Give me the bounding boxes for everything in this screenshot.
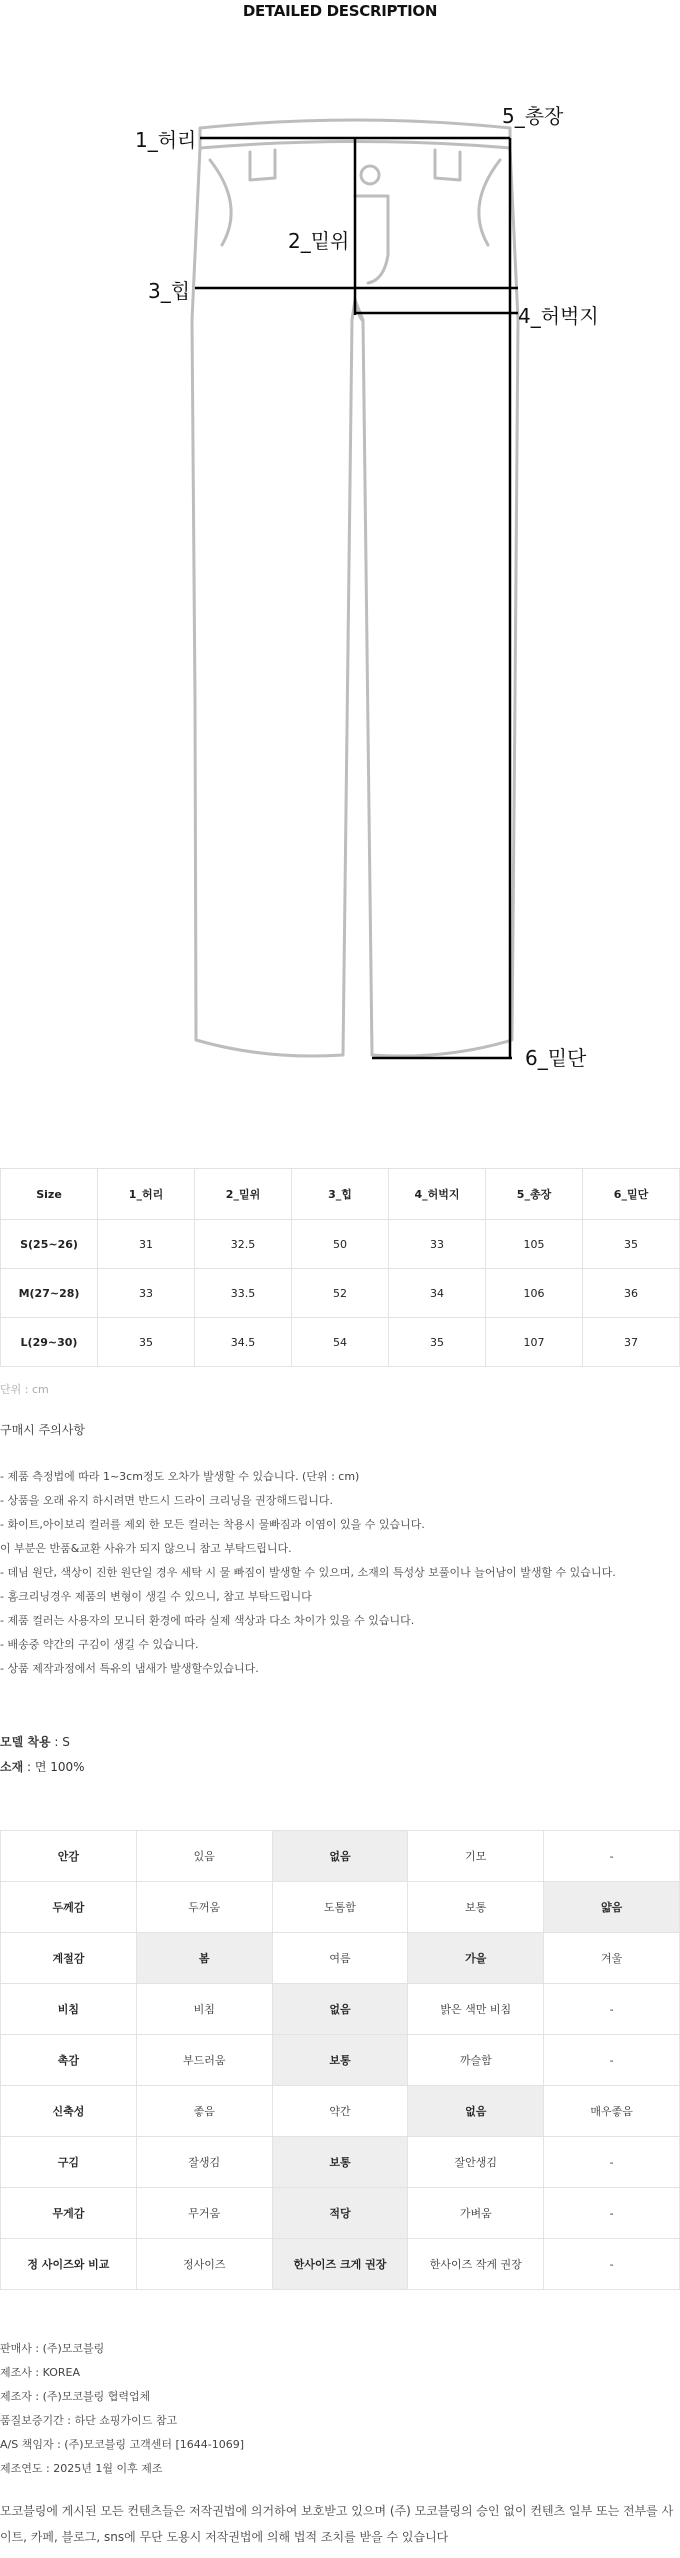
feel-option: 기모 [408,1831,544,1882]
feel-row [1,1984,680,2035]
feel-option-selected: 적당 [272,2188,408,2239]
feel-row-label: 계절감 [1,1933,137,1984]
feel-row-label: 촉감 [1,2035,137,2086]
feel-option-selected: 봄 [136,1933,272,1984]
size-header-cell: 2_밑위 [195,1169,292,1220]
feel-option-selected: 보통 [272,2137,408,2188]
label-thigh: 4_허벅지 [518,304,599,328]
feel-option-selected: 없음 [272,1831,408,1882]
size-cell: 107 [486,1318,583,1367]
info-line: 제조자 : (주)모코블링 협력업체 [0,2390,151,2403]
feel-option-selected: 보통 [272,2035,408,2086]
notice-item: - 상품을 오래 유지 하시려면 반드시 드라이 크리닝을 권장해드립니다. [0,1494,333,1507]
feel-option: - [544,2137,680,2188]
model-info [0,1730,85,1780]
feel-option: 가벼움 [408,2188,544,2239]
feel-option-selected: 가을 [408,1933,544,1984]
feel-option-selected: 없음 [408,2086,544,2137]
notice-item: - 배송중 약간의 구김이 생길 수 있습니다. [0,1638,199,1651]
feel-row-label: 무게감 [1,2188,137,2239]
feel-option: 부드러움 [136,2035,272,2086]
size-unit-note: 단위 : cm [0,1383,49,1396]
feel-row [1,1882,680,1933]
size-header-cell: 6_밑단 [583,1169,680,1220]
size-cell: 34 [389,1269,486,1318]
feel-row [1,1933,680,1984]
material [0,1755,85,1780]
info-line: A/S 책임자 : (주)모코블링 고객센터 [1644-1069] [0,2438,245,2451]
copyright-notice: 모코블링에 게시된 모든 컨텐츠들은 저작권법에 의거하여 보호받고 있으며 (주) 모코블링의 승인 없이 컨텐츠 일부 또는 전부를 사이트, 카페, 블로그, sns에 무단 도용시 저작권법에 의해 법적 조치를 받을 수 있습니다 [0,2504,674,2544]
feel-row [1,2086,680,2137]
feel-row [1,1831,680,1882]
feel-row-label: 비침 [1,1984,137,2035]
model-wear [0,1730,85,1755]
material-value: : 면 100% [23,1760,85,1774]
feel-option: 여름 [272,1933,408,1984]
feel-option: - [544,2035,680,2086]
feel-row [1,2239,680,2290]
size-cell: 34.5 [195,1318,292,1367]
feel-option-selected: 얇음 [544,1882,680,1933]
size-row [1,1318,680,1367]
material-label: 소재 [0,1760,24,1774]
feel-option: 정사이즈 [136,2239,272,2290]
notice-list [0,1467,616,1683]
notice-item: - 홈크리닝경우 제품의 변형이 생길 수 있으니, 참고 부탁드립니다 [0,1590,312,1603]
size-cell: 35 [389,1318,486,1367]
size-cell: M(27~28) [1,1269,98,1318]
pants-measurement-diagram [0,80,680,1100]
feel-row-label: 신축성 [1,2086,137,2137]
feel-row-label: 두께감 [1,1882,137,1933]
fabric-feel-table [0,1830,680,2290]
feel-option: 두꺼움 [136,1882,272,1933]
feel-option: 까슬함 [408,2035,544,2086]
size-table-header [1,1169,680,1220]
label-hip: 3_힙 [148,279,191,303]
size-cell: S(25~26) [1,1220,98,1269]
size-cell: 31 [98,1220,195,1269]
notice-item: - 제품 측정법에 따라 1~3cm정도 오차가 발생할 수 있습니다. (단위 : cm) [0,1470,360,1483]
size-cell: 32.5 [195,1220,292,1269]
feel-option: - [544,2188,680,2239]
feel-row-label: 구김 [1,2137,137,2188]
notice-item: - 데님 원단, 색상이 진한 원단일 경우 세탁 시 물 빠짐이 발생할 수 있으며, 소재의 특성상 보풀이나 늘어남이 발생할 수 있습니다. [0,1566,616,1579]
size-row [1,1269,680,1318]
feel-option-selected: 한사이즈 크게 권장 [272,2239,408,2290]
feel-option: 무거움 [136,2188,272,2239]
product-info [0,2337,244,2481]
size-cell: 35 [583,1220,680,1269]
size-row [1,1220,680,1269]
size-cell: 36 [583,1269,680,1318]
feel-option: 밝은 색만 비침 [408,1984,544,2035]
size-cell: 33.5 [195,1269,292,1318]
label-rise: 2_밑위 [288,229,350,253]
feel-option: 잘안생김 [408,2137,544,2188]
feel-option: 한사이즈 작게 권장 [408,2239,544,2290]
size-header-cell: 1_허리 [98,1169,195,1220]
notice-title: 구매시 주의사항 [0,1423,85,1437]
measurement-lines [195,138,518,1058]
size-header-cell: 3_힙 [292,1169,389,1220]
feel-option: - [544,2239,680,2290]
size-cell: 105 [486,1220,583,1269]
size-cell: 54 [292,1318,389,1367]
feel-option: - [544,1831,680,1882]
notice-item: 이 부분은 반품&교환 사유가 되지 않으니 참고 부탁드립니다. [0,1542,292,1555]
size-cell: 106 [486,1269,583,1318]
size-header-cell: 4_허벅지 [389,1169,486,1220]
feel-row-label: 정 사이즈와 비교 [1,2239,137,2290]
feel-option: 겨울 [544,1933,680,1984]
info-line: 제조연도 : 2025년 1월 이후 제조 [0,2462,163,2475]
size-cell: 50 [292,1220,389,1269]
feel-option: 매우좋음 [544,2086,680,2137]
label-hem: 6_밑단 [525,1046,587,1070]
page-title: DETAILED DESCRIPTION [242,2,438,20]
feel-option-selected: 없음 [272,1984,408,2035]
notice-item: - 제품 컬러는 사용자의 모니터 환경에 따라 실제 색상과 다소 차이가 있을 수 있습니다. [0,1614,415,1627]
model-wear-label: 모델 착용 [0,1735,51,1749]
info-line: 판매사 : (주)모코블링 [0,2342,105,2355]
size-table [0,1168,680,1367]
feel-option: 보통 [408,1882,544,1933]
feel-row-label: 안감 [1,1831,137,1882]
info-line: 품질보증기간 : 하단 쇼핑가이드 참고 [0,2414,178,2427]
size-cell: 37 [583,1318,680,1367]
size-cell: 35 [98,1318,195,1367]
notice-item: - 상품 제작과정에서 특유의 냄새가 발생할수있습니다. [0,1662,259,1675]
size-header-cell: Size [1,1169,98,1220]
size-cell: 33 [98,1269,195,1318]
feel-option: 도톰함 [272,1882,408,1933]
label-waist: 1_허리 [135,128,197,152]
notice-item: - 화이트,아이보리 컬러를 제외 한 모든 컬러는 착용시 물빠짐과 이염이 있을 수 있습니다. [0,1518,425,1531]
label-length: 5_총장 [502,104,564,128]
feel-option: 있음 [136,1831,272,1882]
feel-row [1,2188,680,2239]
feel-option: 좋음 [136,2086,272,2137]
feel-row [1,2035,680,2086]
size-cell: 33 [389,1220,486,1269]
feel-option: - [544,1984,680,2035]
feel-option: 약간 [272,2086,408,2137]
model-wear-value: : S [50,1735,70,1749]
feel-option: 비침 [136,1984,272,2035]
size-cell: 52 [292,1269,389,1318]
feel-option: 잘생김 [136,2137,272,2188]
size-header-cell: 5_총장 [486,1169,583,1220]
info-line: 제조사 : KOREA [0,2366,80,2379]
feel-row [1,2137,680,2188]
size-cell: L(29~30) [1,1318,98,1367]
